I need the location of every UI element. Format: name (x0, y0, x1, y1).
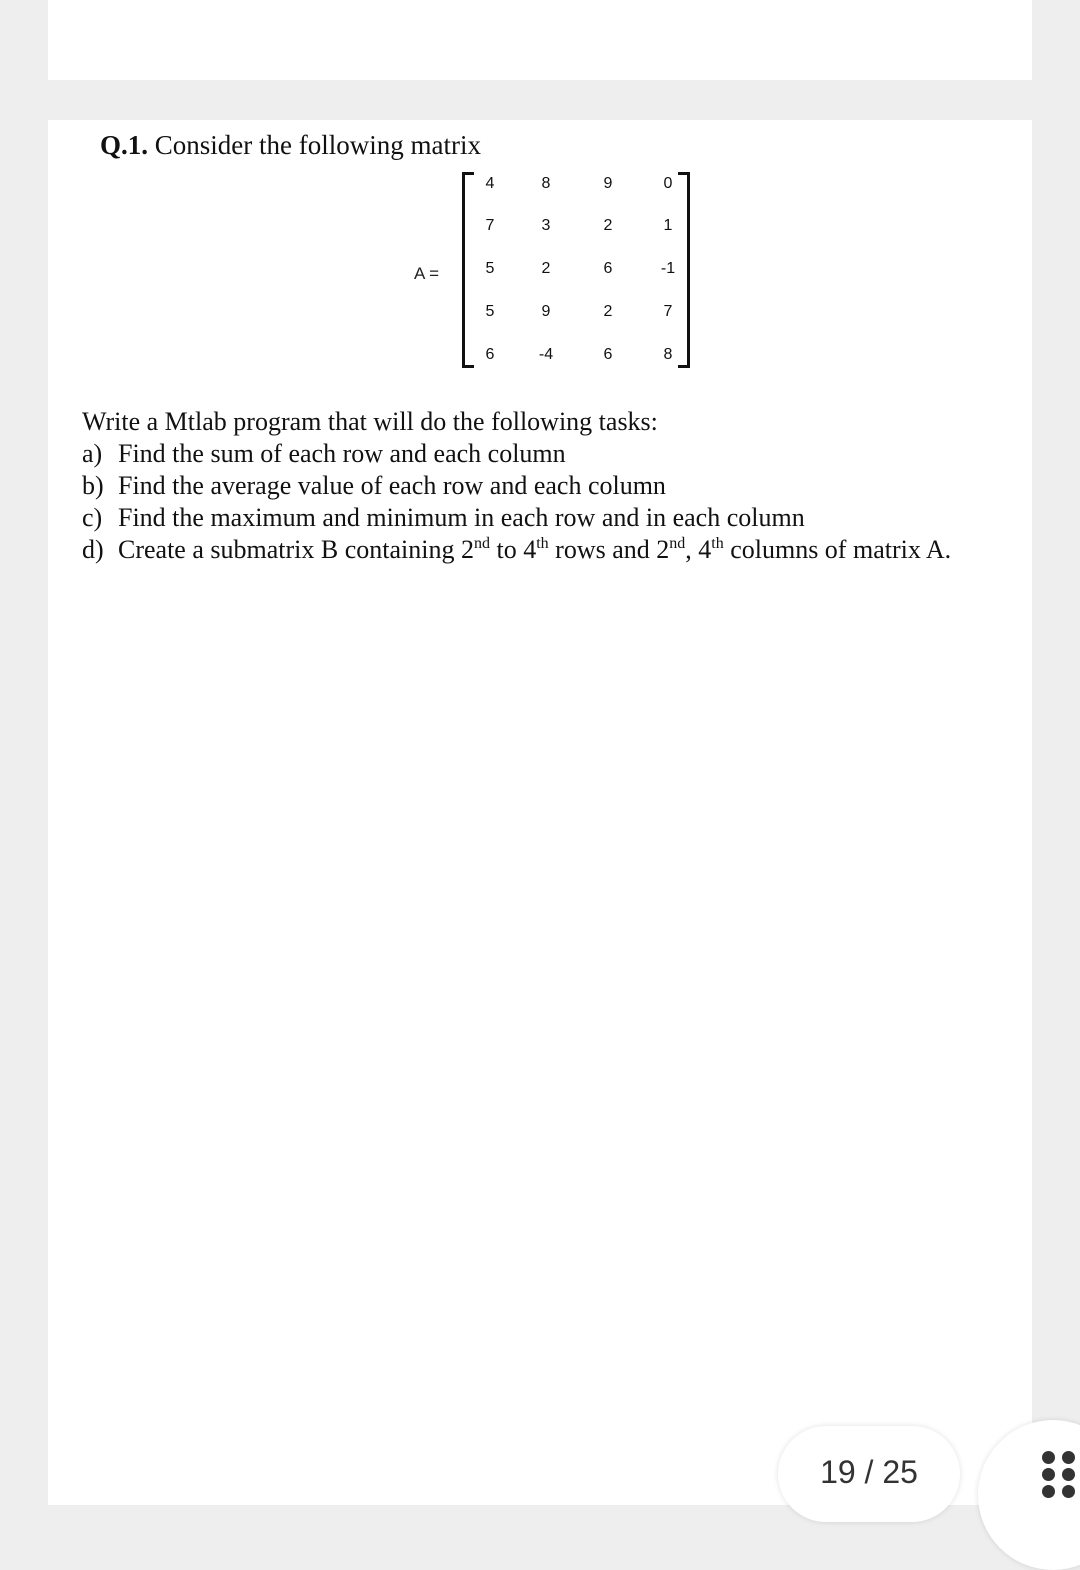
task-a: a) Find the sum of each row and each column (82, 439, 566, 468)
task-list (82, 406, 951, 566)
previous-page (48, 0, 1032, 80)
question-text: Consider the following matrix (148, 130, 481, 160)
matrix-cell: 8 (541, 175, 551, 192)
matrix-label: A = (414, 264, 440, 283)
matrix-cell: 6 (603, 260, 613, 277)
matrix-cell: 6 (485, 346, 495, 363)
task-d: d) Create a submatrix B containing 2nd to 4th rows and 2nd, 4th columns of matrix A. (82, 535, 952, 564)
matrix-cell: 5 (485, 260, 495, 277)
matrix-cell: 6 (603, 346, 613, 363)
matrix-cell: 9 (603, 175, 613, 192)
task-intro: Write a Mtlab program that will do the following tasks: (82, 407, 658, 436)
matrix-cell: 2 (603, 303, 613, 320)
matrix-cell: 1 (663, 217, 673, 234)
matrix-cell: 5 (485, 303, 495, 320)
question-number: Q.1. (100, 130, 149, 160)
matrix-cell: 7 (485, 217, 495, 234)
matrix-cell: 8 (663, 346, 673, 363)
document-page (48, 120, 1032, 1505)
task-c: c) Find the maximum and minimum in each row and in each column (82, 503, 805, 532)
question-title (100, 130, 481, 161)
page-counter[interactable] (778, 1426, 960, 1522)
task-b: b) Find the average value of each row and each column (82, 471, 666, 500)
matrix-cell: -1 (660, 260, 676, 277)
matrix-cell: 7 (663, 303, 673, 320)
matrix-cell: -4 (538, 346, 554, 363)
page-counter-text: 19 / 25 (820, 1454, 918, 1490)
matrix-cell: 4 (485, 175, 495, 192)
matrix-cell: 9 (541, 303, 551, 320)
matrix-cell: 2 (541, 260, 551, 277)
matrix-cell: 2 (603, 217, 613, 234)
matrix-cell: 3 (541, 217, 551, 234)
matrix-cell: 0 (663, 175, 673, 192)
